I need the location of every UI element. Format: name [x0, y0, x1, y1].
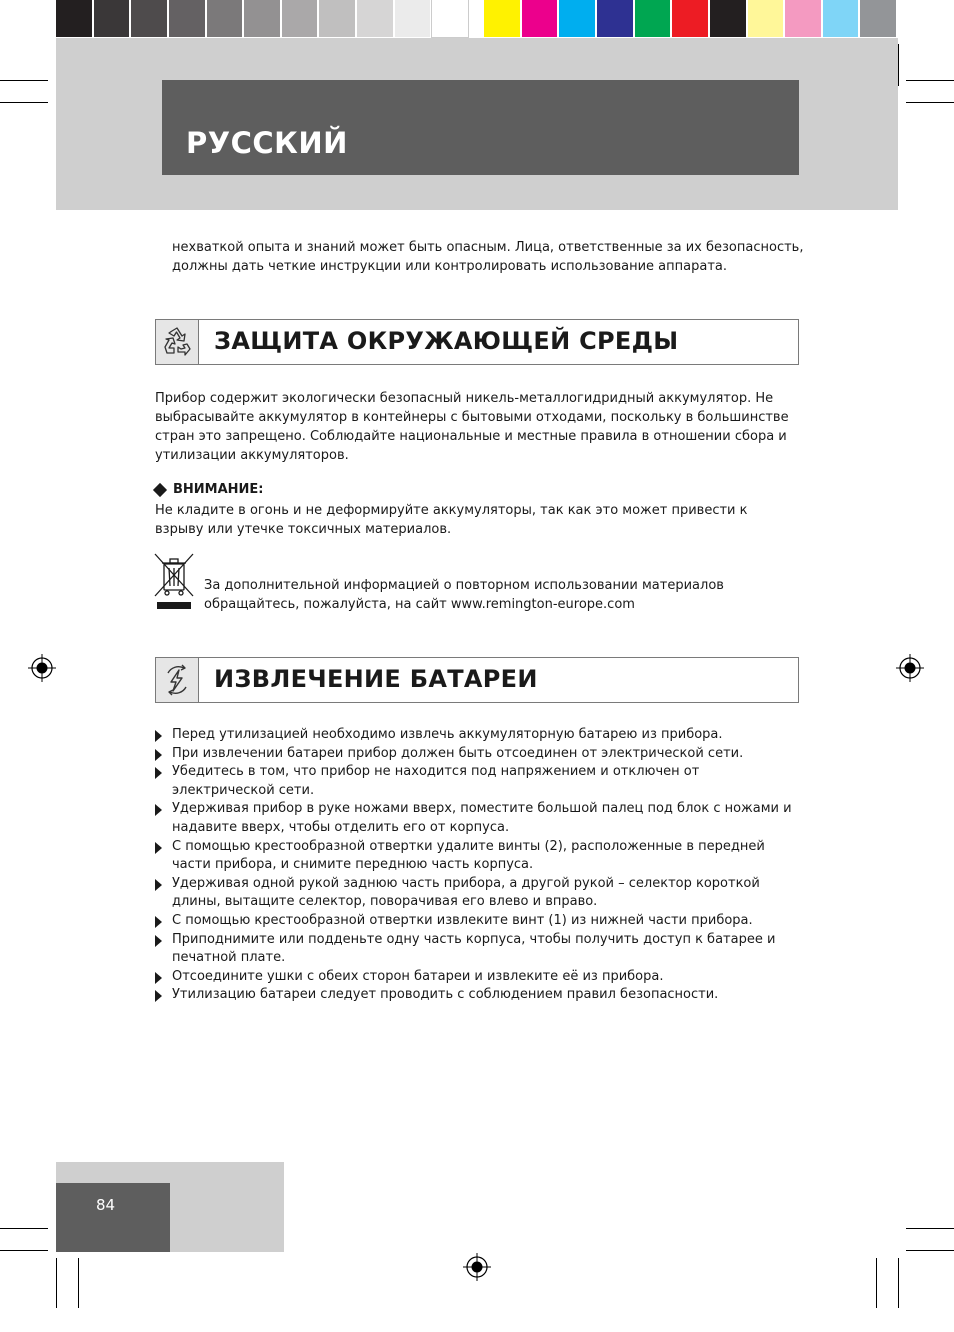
warning-paragraph: Не кладите в огонь и не деформируйте аккумуляторы, так как это может привести к взрыву или утечке токсичных материалов.	[155, 503, 748, 537]
crop-mark	[898, 1258, 899, 1308]
color-swatch	[785, 0, 821, 37]
crop-mark	[906, 80, 954, 81]
color-swatch	[94, 0, 130, 37]
warning-icon	[153, 482, 167, 496]
list-item: Удерживая одной рукой заднюю часть прибора, а другой рукой – селектор короткой длины, вытащите селектор, поворачивая его влево и вправо.	[155, 875, 805, 912]
list-item: Утилизацию батареи следует проводить с соблюдением правил безопасности.	[155, 986, 805, 1005]
color-swatch	[484, 0, 520, 37]
bullet-arrow-icon	[155, 749, 162, 761]
color-swatch	[207, 0, 243, 37]
section-header-battery	[155, 657, 799, 703]
crossed-bin-icon	[153, 552, 195, 610]
color-swatch	[319, 0, 355, 37]
color-swatch	[860, 0, 896, 37]
intro-paragraph: нехваткой опыта и знаний может быть опасным. Лица, ответственные за их безопасность, должны дать четкие инструкции или контролировать использование аппарата.	[172, 240, 804, 274]
weee-paragraph: За дополнительной информацией о повторном использовании материалов обращайтесь, пожалуйста, на сайт www.remington-europe.com	[204, 578, 724, 612]
section-header-environment	[155, 319, 799, 365]
color-swatch	[282, 0, 318, 37]
crop-mark	[906, 1228, 954, 1229]
registration-mark-icon	[463, 1253, 491, 1281]
bullet-arrow-icon	[155, 767, 162, 779]
recycle-icon	[160, 325, 194, 359]
list-item: Отсоедините ушки с обеих сторон батареи и извлеките её из прибора.	[155, 968, 805, 987]
crop-mark	[906, 102, 954, 103]
color-swatch	[635, 0, 671, 37]
color-swatch	[559, 0, 595, 37]
page-number: 84	[96, 1196, 116, 1214]
bullet-arrow-icon	[155, 879, 162, 891]
color-calibration-strip	[56, 0, 896, 38]
crop-mark	[0, 1228, 48, 1229]
crop-mark	[876, 1258, 877, 1308]
crop-mark	[0, 80, 48, 81]
color-swatch	[597, 0, 633, 37]
recycle-icon-cell	[156, 320, 199, 364]
list-item: При извлечении батареи прибор должен быть отсоединен от электрической сети.	[155, 745, 805, 764]
bullet-arrow-icon	[155, 804, 162, 816]
battery-icon-cell	[156, 658, 199, 702]
crop-mark	[0, 102, 48, 103]
bullet-arrow-icon	[155, 730, 162, 742]
color-swatch	[432, 0, 468, 37]
list-item: Приподнимите или подденьте одну часть корпуса, чтобы получить доступ к батарее и печатной плате.	[155, 931, 805, 968]
section-title-environment: ЗАЩИТА ОКРУЖАЮЩЕЙ СРЕДЫ	[214, 327, 679, 355]
color-swatch	[672, 0, 708, 37]
color-swatch	[244, 0, 280, 37]
list-item: Перед утилизацией необходимо извлечь аккумуляторную батарею из прибора.	[155, 726, 805, 745]
bullet-arrow-icon	[155, 972, 162, 984]
bullet-arrow-icon	[155, 916, 162, 928]
color-swatch	[357, 0, 393, 37]
section-title-battery: ИЗВЛЕЧЕНИЕ БАТАРЕИ	[214, 665, 538, 693]
list-item: С помощью крестообразной отвертки удалите винты (2), расположенные в передней части прибора, и снимите переднюю часть корпуса.	[155, 838, 805, 875]
color-strip-gap	[470, 0, 482, 38]
warning-label: ВНИМАНИЕ:	[173, 482, 264, 497]
crop-mark	[906, 1250, 954, 1251]
bullet-arrow-icon	[155, 935, 162, 947]
bullet-arrow-icon	[155, 842, 162, 854]
registration-mark-icon	[896, 654, 924, 682]
battery-removal-icon	[160, 663, 194, 697]
environment-paragraph: Прибор содержит экологически безопасный никель-металлогидридный аккумулятор. Не выбрасывайте аккумулятор в контейнеры с бытовыми отходами, поскольку в большинстве стран это запрещено. Соблюдайте национальные и местные правила в отношении сбора и утилизации аккумуляторов.	[155, 391, 789, 463]
color-swatch	[823, 0, 859, 37]
crop-mark	[898, 44, 899, 86]
list-item: Удерживая прибор в руке ножами вверх, поместите большой палец под блок с ножами и надавите вверх, чтобы отделить его от корпуса.	[155, 800, 805, 837]
crop-mark	[0, 1250, 48, 1251]
registration-mark-icon	[28, 654, 56, 682]
color-swatch	[395, 0, 431, 37]
crop-mark	[56, 1258, 57, 1308]
battery-steps-list	[155, 726, 805, 1005]
page-title: РУССКИЙ	[186, 126, 348, 160]
color-swatch	[56, 0, 92, 37]
list-item: С помощью крестообразной отвертки извлеките винт (1) из нижней части прибора.	[155, 912, 805, 931]
color-swatch	[522, 0, 558, 37]
color-swatch	[169, 0, 205, 37]
color-swatch	[710, 0, 746, 37]
bullet-arrow-icon	[155, 990, 162, 1002]
color-swatch	[748, 0, 784, 37]
list-item: Убедитесь в том, что прибор не находится под напряжением и отключен от электрической сети.	[155, 763, 805, 800]
color-swatch	[131, 0, 167, 37]
page-number-panel	[56, 1183, 170, 1252]
crop-mark	[78, 1258, 79, 1308]
warning-heading	[155, 482, 264, 497]
